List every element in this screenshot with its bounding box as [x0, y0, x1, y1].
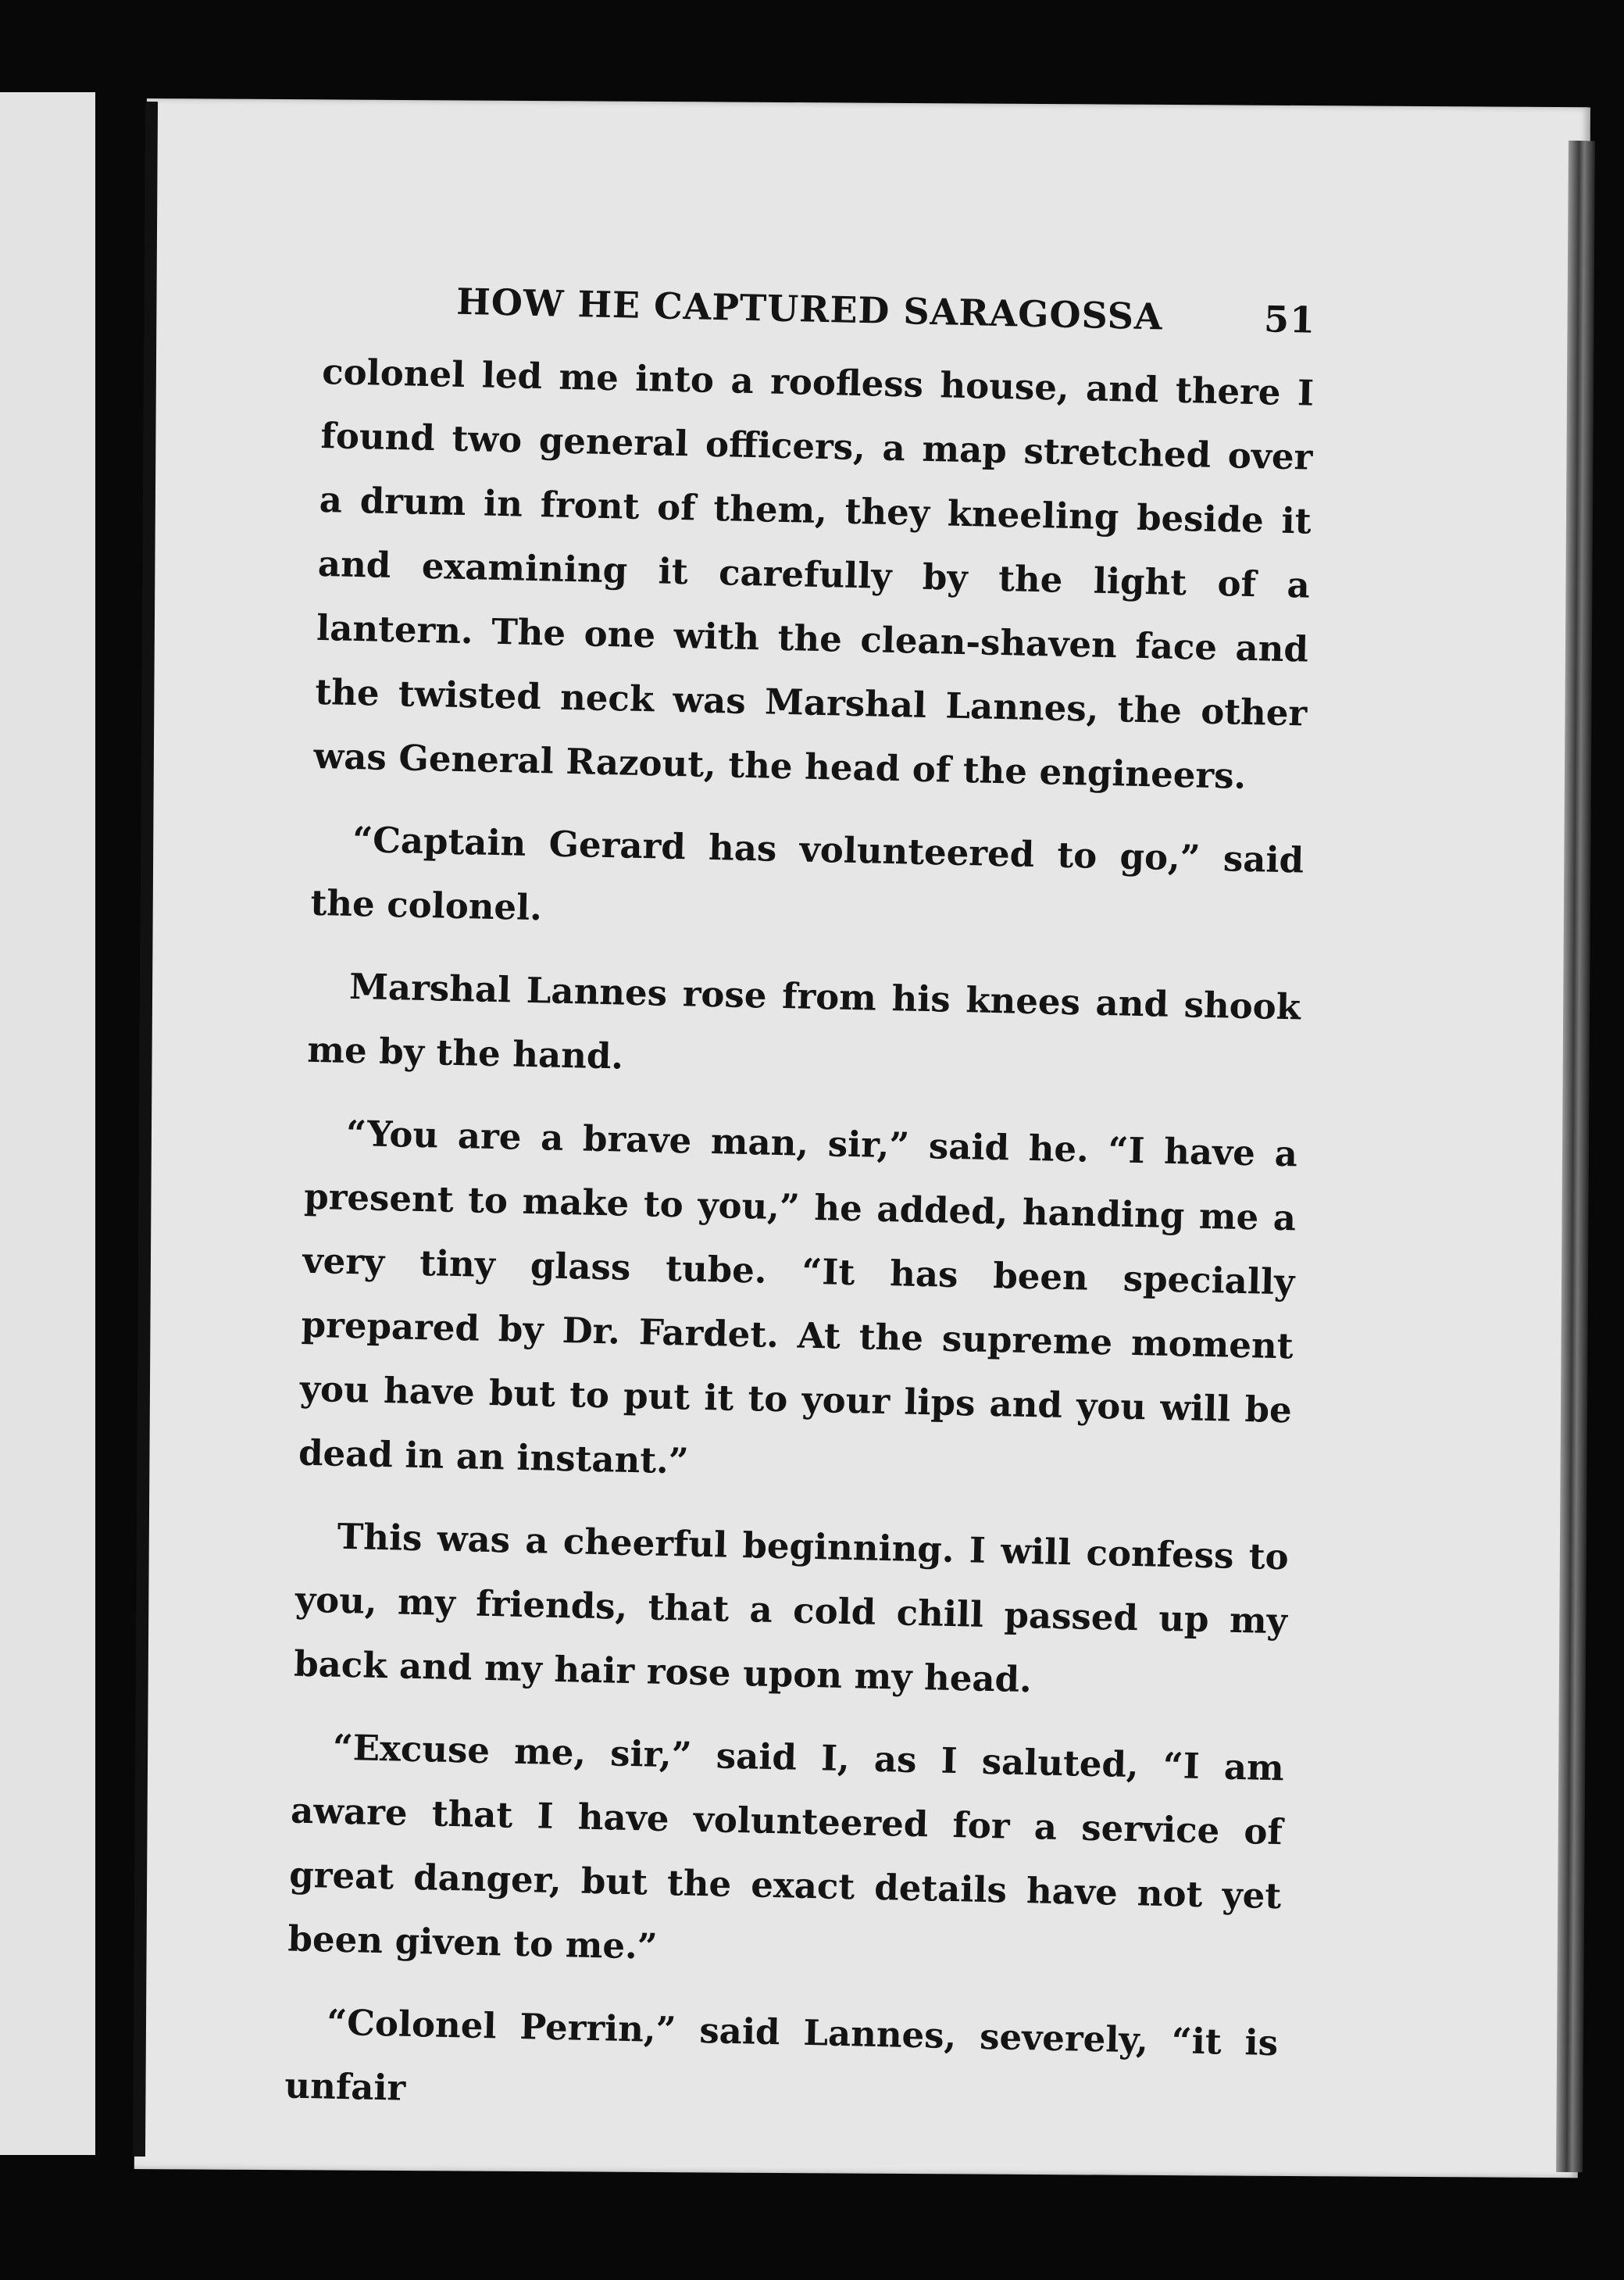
paragraph: “Captain Gerard has volunteered to go,” said the colonel.	[309, 818, 1305, 929]
page-number: 51	[1263, 298, 1316, 341]
paragraph: “Colonel Perrin,” said Lannes, severely, “it is unfair	[284, 2001, 1279, 2109]
left-page-edge	[0, 92, 95, 2155]
running-head-title: HOW HE CAPTURED SARAGOSSA	[455, 280, 1164, 338]
paragraph: “You are a brave man, sir,” said he. “I have a present to make to you,” he added, handing me a very tiny glass tube. “It has been specially prepared by Dr. Fardet. At the supreme moment you have but to put it to your lips and you will be dead in an instant.”	[298, 1112, 1298, 1482]
page-text	[284, 277, 1316, 2158]
paragraph: “Excuse me, sir,” said I, as I saluted, “I am aware that I have volunteered for a service of great danger, but the exact details have not yet been given to me.”	[287, 1726, 1285, 1967]
paragraph: This was a cheerful beginning. I will confess to you, my friends, that a cold chill passed up my back and my hair rose upon my head.	[293, 1515, 1290, 1701]
paragraph: colonel led me into a roofless house, and there I found two general officers, a map stretched over a drum in front of them, they kneeling beside it and examining it carefully by the light of a lantern. The one with the clean-shaven face and the twisted neck was Marshal Lannes, the other was General Razout, the head of the engineers.	[313, 350, 1315, 797]
paragraph: Marshal Lannes rose from his knees and shook me by the hand.	[306, 965, 1301, 1077]
